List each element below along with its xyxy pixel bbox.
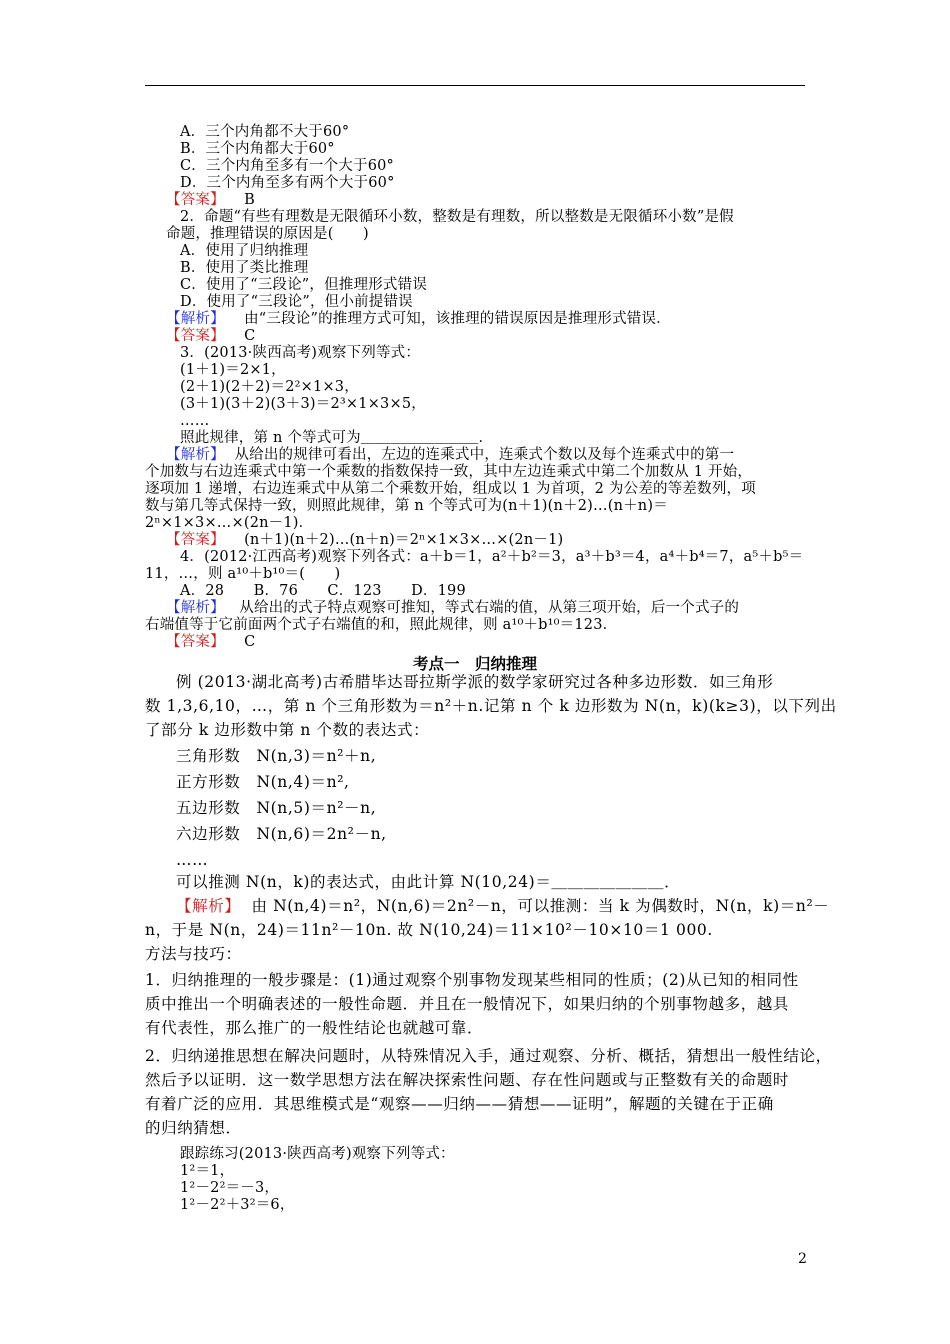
q2-answer-line: 【答案】 C	[166, 328, 256, 344]
q1-option-d: D．三个内角至多有两个大于60°	[180, 175, 395, 191]
q4-stem-line2: 11，…，则 a¹⁰＋b¹⁰＝( )	[145, 566, 341, 582]
analysis-tag: 【解析】	[166, 600, 225, 616]
method-1-line-1: 1．归纳推理的一般步骤是：(1)通过观察个别事物发现某些相同的性质；(2)从已知的相同性	[145, 971, 799, 989]
q4-analysis-2: 右端值等于它前面两个式子右端值的和，照此规律，则 a¹⁰＋b¹⁰＝123．	[145, 617, 618, 633]
answer-tag: 【答案】	[166, 634, 225, 650]
analysis-tag: 【解析】	[166, 447, 225, 463]
q3-analysis-4: 数与第几等式保持一致，则照此规律，第 n 个等式可为(n＋1)(n＋2)…(n＋n)＝	[145, 498, 668, 514]
example-analysis-2: n，于是 N(n，24)＝11n²－10n. 故 N(10,24)＝11×10²－10×10＝1 000.	[145, 921, 713, 939]
method-2-line-3: 有着广泛的应用．其思维模式是“观察——归纳——猜想——证明”，解题的关键在于正确	[145, 1095, 774, 1113]
formula-dots: ……	[176, 851, 209, 869]
q4-stem-line1: 4．(2012·江西高考)观察下列各式：a＋b＝1，a²＋b²＝3，a³＋b³＝4，a⁴＋b⁴＝7，a⁵＋b⁵＝	[180, 549, 804, 565]
q3-eq-1: (1＋1)＝2×1，	[180, 362, 286, 378]
answer-tag: 【答案】	[166, 532, 225, 548]
formula-triangle: 三角形数 N(n,3)＝n²＋n,	[176, 747, 377, 765]
q2-option-a: A．使用了归纳推理	[180, 243, 309, 259]
q3-analysis-2: 个加数与右边连乘式中第一个乘数的指数保持一致，其中左边连乘式中第二个加数从 1 开始，	[145, 464, 753, 480]
analysis-tag: 【解析】	[166, 311, 225, 327]
q3-ask: 照此规律，第 n 个等式可为＿＿＿＿＿＿＿＿．	[180, 430, 494, 446]
q2-stem-line1: 2．命题“有些有理数是无限循环小数，整数是有理数，所以整数是无限循环小数”是假	[180, 209, 734, 225]
example-analysis-1: 【解析】 由 N(n,4)＝n²，N(n,6)＝2n²－n，可以推测：当 k 为偶数时，N(n，k)＝n²－	[176, 897, 830, 915]
q4-options: A．28 B．76 C．123 D．199	[180, 583, 466, 599]
q2-option-d: D．使用了“三段论”，但小前提错误	[180, 294, 413, 310]
formula-hexagon: 六边形数 N(n,6)＝2n²－n,	[176, 825, 387, 843]
q3-analysis-1: 【解析】 从给出的规律可看出，左边的连乘式中，连乘式个数以及每个连乘式中的第一	[166, 447, 735, 463]
example-line-2: 数 1,3,6,10，…，第 n 个三角形数为＝n²＋n.记第 n 个 k 边形数为 N(n，k)(k≥3)，以下列出	[145, 697, 837, 715]
q3-eq-3: (3＋1)(3＋2)(3＋3)＝2³×1×3×5，	[180, 396, 426, 412]
header-rule	[145, 85, 805, 86]
q3-answer-line: 【答案】 (n＋1)(n＋2)…(n＋n)＝2ⁿ×1×3×…×(2n－1)	[166, 532, 564, 548]
method-title: 方法与技巧：	[145, 945, 242, 963]
q2-option-c: C．使用了“三段论”，但推理形式错误	[180, 277, 428, 293]
example-ask: 可以推测 N(n，k)的表达式，由此计算 N(10,24)＝＿＿＿＿＿＿＿．	[176, 873, 681, 891]
q2-analysis: 【解析】 由“三段论”的推理方式可知，该推理的错误原因是推理形式错误．	[166, 311, 671, 327]
example-line-1: 例 (2013·湖北高考)古希腊毕达哥拉斯学派的数学家研究过各种多边形数．如三角形	[176, 673, 774, 691]
practice-eq-3: 1²－2²＋3²＝6，	[180, 1197, 295, 1213]
formula-pentagon: 五边形数 N(n,5)＝n²－n,	[176, 799, 377, 817]
q1-option-a: A．三个内角都不大于60°	[180, 124, 350, 140]
q2-option-b: B．使用了类比推理	[180, 260, 309, 276]
method-2-line-1: 2．归纳递推思想在解决问题时，从特殊情况入手，通过观察、分析、概括，猜想出一般性结论，	[145, 1047, 832, 1065]
practice-eq-2: 1²－2²＝－3，	[180, 1180, 280, 1196]
q1-option-b: B．三个内角都大于60°	[180, 141, 335, 157]
q2-stem-line2: 命题，推理错误的原因是( )	[166, 226, 369, 242]
q1-answer-line	[166, 192, 255, 209]
answer-tag: 【答案】	[166, 192, 225, 208]
q3-eq-2: (2＋1)(2＋2)＝2²×1×3，	[180, 379, 359, 395]
example-line-3: 了部分 k 边形数中第 n 个数的表达式：	[145, 721, 430, 739]
formula-square: 正方形数 N(n,4)＝n²,	[176, 773, 350, 791]
page-number: 2	[798, 1251, 807, 1267]
q4-analysis-1: 【解析】 从给出的式子特点观察可推知，等式右端的值，从第三项开始，后一个式子的	[166, 600, 740, 616]
q4-answer-line: 【答案】 C	[166, 634, 256, 650]
q3-title: 3．(2013·陕西高考)观察下列等式：	[180, 345, 421, 361]
analysis-tag: 【解析】	[176, 897, 241, 915]
q3-analysis-5: 2ⁿ×1×3×…×(2n－1)．	[145, 515, 314, 531]
method-1-line-2: 质中推出一个明确表述的一般性命题．并且在一般情况下，如果归纳的个别事物越多，越具	[145, 995, 790, 1013]
method-2-line-4: 的归纳猜想．	[145, 1119, 242, 1137]
section-title: 考点一 归纳推理	[412, 654, 537, 673]
practice-eq-1: 1²＝1，	[180, 1163, 235, 1179]
q1-option-c: C．三个内角至多有一个大于60°	[180, 158, 394, 174]
answer-value: B	[244, 192, 255, 208]
method-2-line-2: 然后予以证明．这一数学思想方法在解决探索性问题、存在性问题或与正整数有关的命题时	[145, 1071, 790, 1089]
practice-title: 跟踪练习(2013·陕西高考)观察下列等式：	[180, 1146, 455, 1162]
method-1-line-3: 有代表性，那么推广的一般性结论也就越可靠．	[145, 1019, 484, 1037]
q3-analysis-3: 逐项加 1 递增，右边连乘式中从第二个乘数开始，组成以 1 为首项，2 为公差的等差数列，项	[145, 481, 756, 497]
answer-tag: 【答案】	[166, 328, 225, 344]
q3-eq-dots: ……	[180, 413, 210, 429]
